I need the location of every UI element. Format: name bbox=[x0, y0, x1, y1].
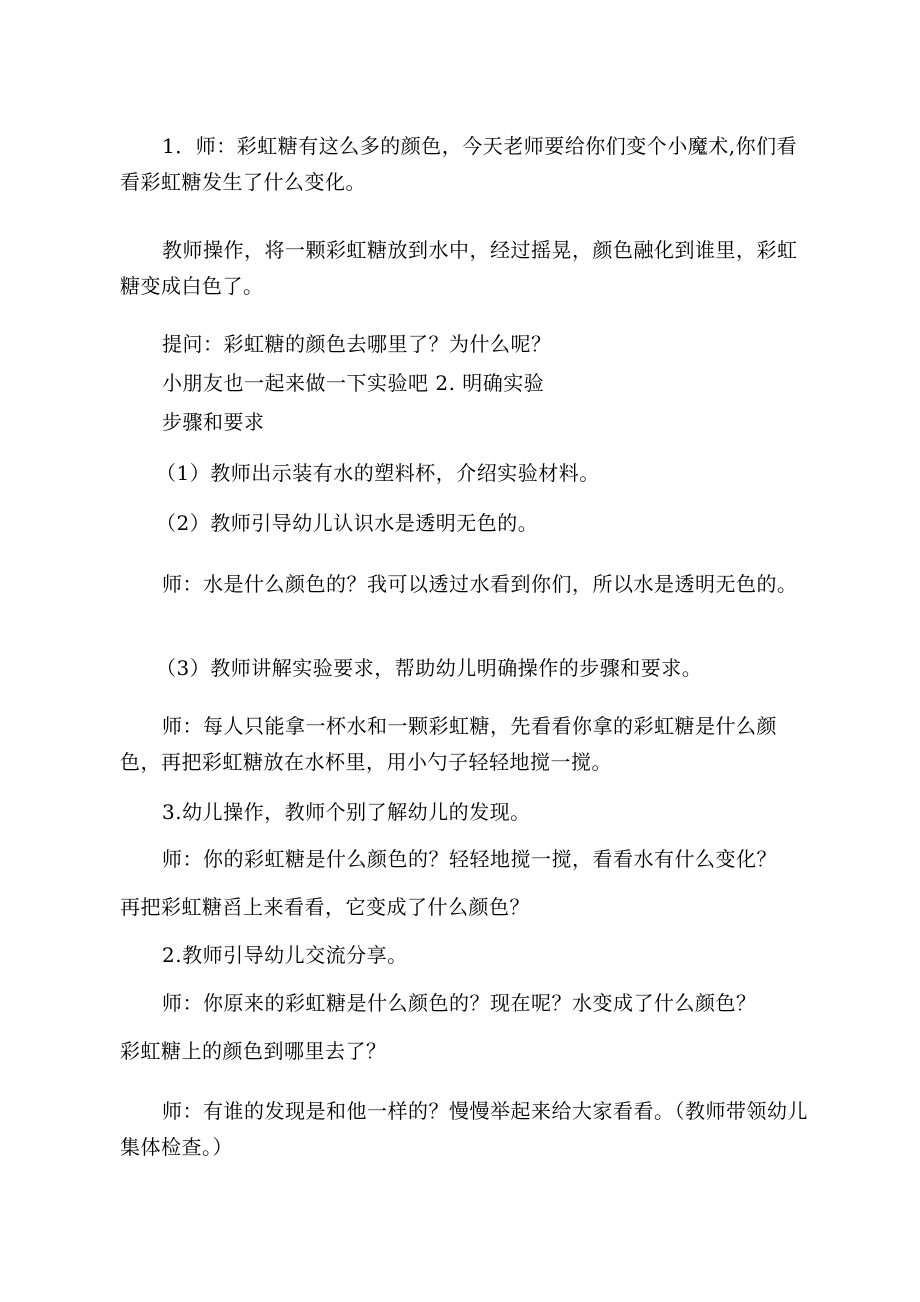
paragraph-share: 2.教师引导幼儿交流分享。 bbox=[162, 943, 408, 967]
paragraph-step-3: （3）教师讲解实验要求，帮助幼儿明确操作的步骤和要求。 bbox=[156, 656, 703, 680]
paragraph-step-1: （1）教师出示装有水的塑料杯，介绍实验材料。 bbox=[156, 461, 600, 485]
paragraph-your-candy: 师：你的彩虹糖是什么颜色的？轻轻地搅一搅，看看水有什么变化？ bbox=[162, 847, 777, 871]
paragraph-rules: 师：每人只能拿一杯水和一颗彩虹糖，先看看你拿的彩虹糖是什么颜色，再把彩虹糖放在水杯里，用小勺子轻轻地搅一搅。 bbox=[120, 714, 777, 774]
paragraph-group-check: 师：有谁的发现是和他一样的？慢慢举起来给大家看看。（教师带领幼儿集体检查。） bbox=[120, 1099, 808, 1159]
paragraph-child-operation: 3.幼儿操作，教师个别了解幼儿的发现。 bbox=[162, 800, 531, 824]
paragraph-try-experiment: 小朋友也一起来做一下实验吧 2. 明确实验 bbox=[162, 371, 545, 395]
paragraph-steps-heading: 步骤和要求 bbox=[162, 410, 265, 434]
paragraph-magic-intro: 1．师：彩虹糖有这么多的颜色，今天老师要给你们变个小魔术,你们看看彩虹糖发生了什么变化。 bbox=[120, 134, 798, 194]
paragraph-water-color: 师：水是什么颜色的？我可以透过水看到你们，所以水是透明无色的。 bbox=[162, 572, 798, 596]
paragraph-teacher-operation: 教师操作，将一颗彩虹糖放到水中，经过摇晃，颜色融化到谁里，彩虹糖变成白色了。 bbox=[120, 238, 798, 298]
paragraph-step-2: （2）教师引导幼儿认识水是透明无色的。 bbox=[156, 511, 539, 535]
paragraph-question: 提问：彩虹糖的颜色去哪里了？为什么呢？ bbox=[162, 332, 552, 356]
paragraph-original-color: 师：你原来的彩虹糖是什么颜色的？现在呢？水变成了什么颜色？ bbox=[162, 991, 757, 1015]
paragraph-scoop-candy: 再把彩虹糖舀上来看看，它变成了什么颜色？ bbox=[120, 895, 530, 919]
paragraph-where-color: 彩虹糖上的颜色到哪里去了？ bbox=[120, 1039, 387, 1063]
